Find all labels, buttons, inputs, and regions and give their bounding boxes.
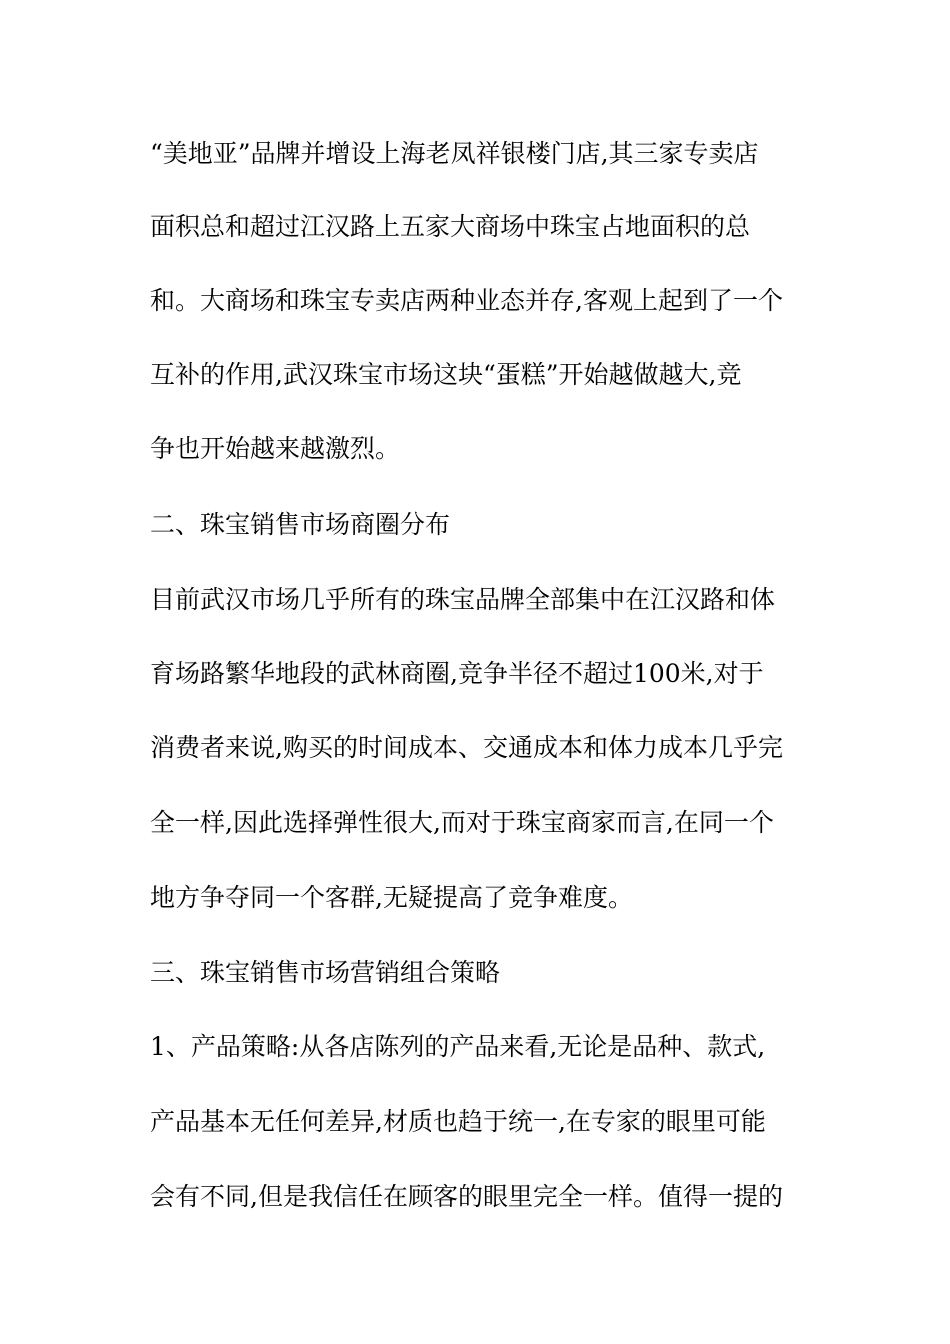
text-line-2: 面积总和超过江汉路上五家大商场中珠宝占地面积的总 xyxy=(150,212,751,241)
text-line-1: “美地亚”品牌并增设上海老凤祥银楼门店,其三家专卖店 xyxy=(150,139,759,168)
text-line-5: 争也开始越来越激烈。 xyxy=(150,434,401,463)
text-line-3: 和。大商场和珠宝专卖店两种业态并存,客观上起到了一个 xyxy=(150,286,783,315)
text-line-11: 地方争夺同一个客群,无疑提高了竞争难度。 xyxy=(150,883,633,912)
text-line-7: 目前武汉市场几乎所有的珠宝品牌全部集中在江汉路和体 xyxy=(150,585,776,614)
text-line-15: 会有不同,但是我信任在顾客的眼里完全一样。值得一提的 xyxy=(150,1182,783,1211)
text-line-13: 1、产品策略:从各店陈列的产品来看,无论是品种、款式, xyxy=(150,1032,766,1061)
section-heading-2: 二、珠宝销售市场商圈分布 xyxy=(150,510,451,539)
text-line-9: 消费者来说,购买的时间成本、交通成本和体力成本几乎完 xyxy=(150,733,783,762)
text-line-4: 互补的作用,武汉珠宝市场这块“蛋糕”开始越做越大,竞 xyxy=(150,360,742,389)
section-heading-3: 三、珠宝销售市场营销组合策略 xyxy=(150,958,501,987)
text-line-8: 育场路繁华地段的武林商圈,竞争半径不超过100米,对于 xyxy=(150,659,764,688)
text-line-14: 产品基本无任何差异,材质也趋于统一,在专家的眼里可能 xyxy=(150,1107,766,1136)
text-line-10: 全一样,因此选择弹性很大,而对于珠宝商家而言,在同一个 xyxy=(150,808,774,837)
